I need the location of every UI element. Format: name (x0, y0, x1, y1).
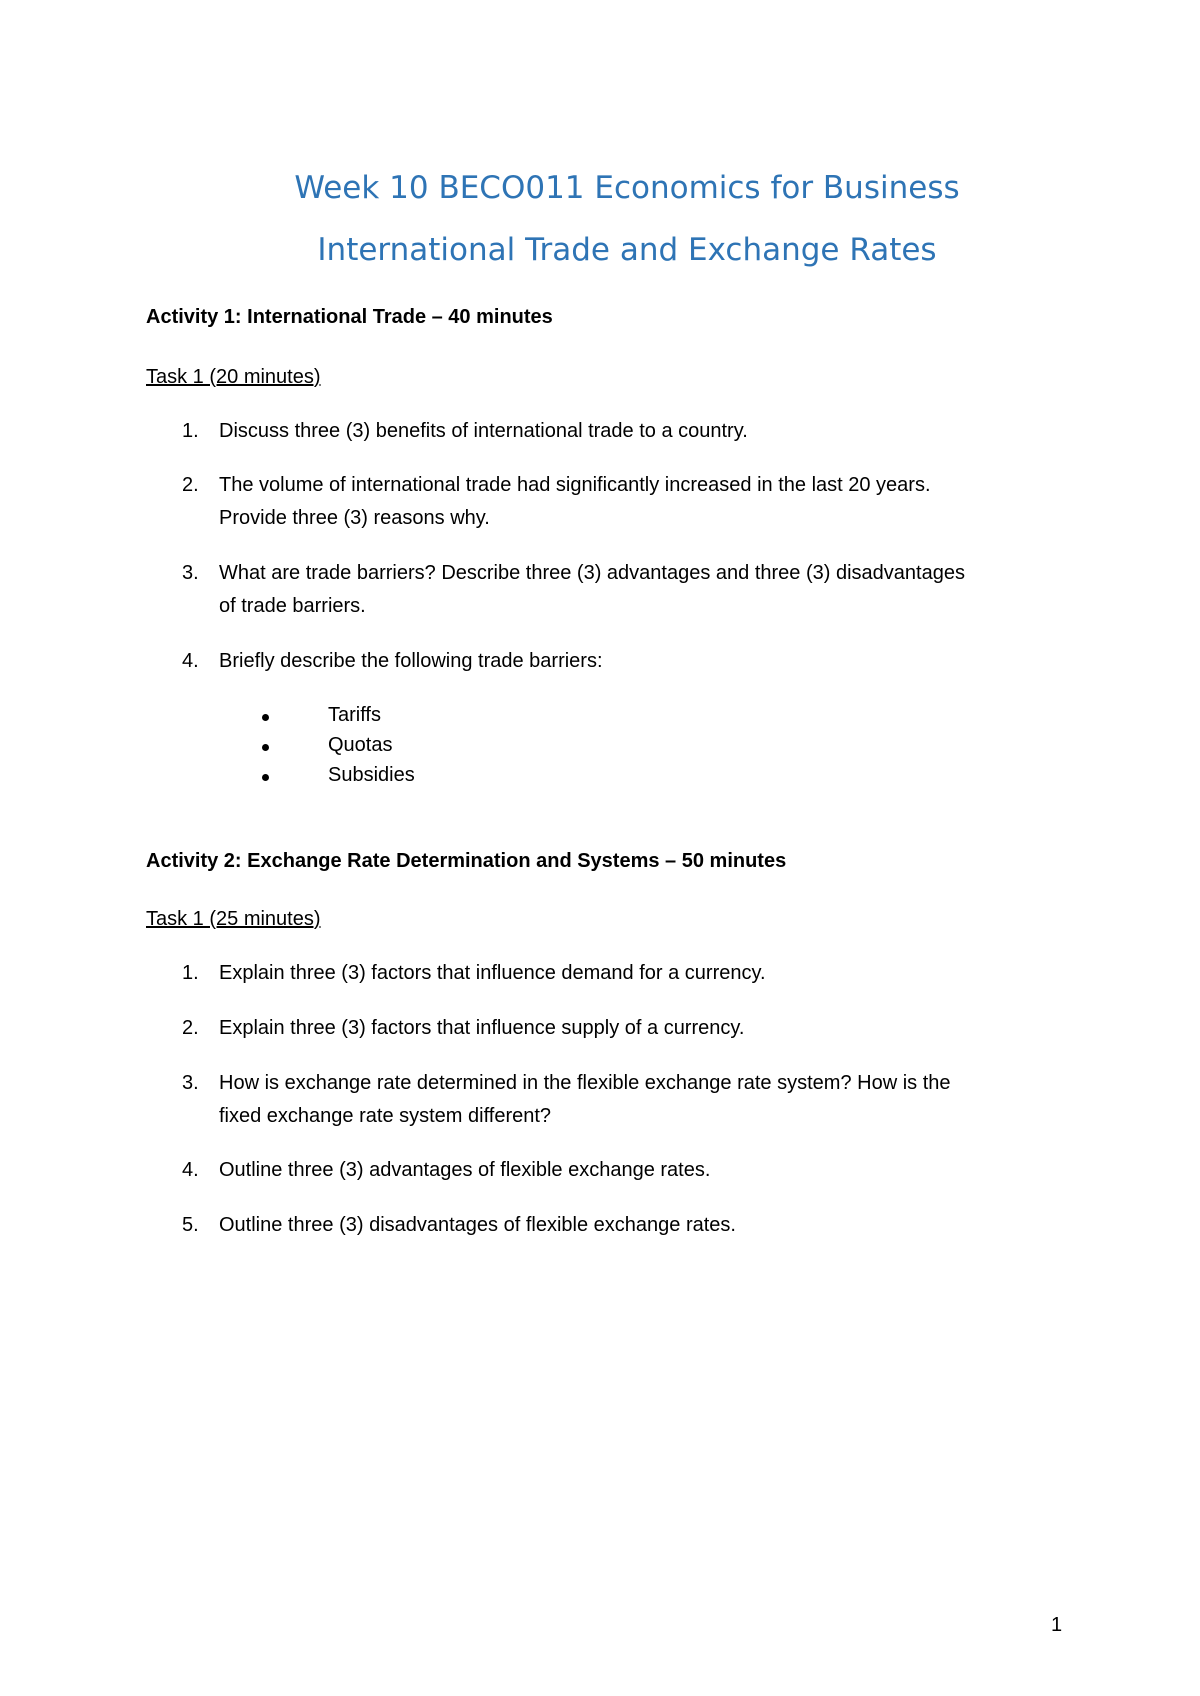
list-item-number: 4. (182, 650, 199, 672)
activity-1-task-heading: Task 1 (20 minutes) (146, 366, 321, 388)
activity-2-heading: Activity 2: Exchange Rate Determination and Systems – 50 minutes (146, 850, 787, 872)
list-item-text: How is exchange rate determined in the flexible exchange rate system? How is the (219, 1072, 951, 1094)
document-subtitle: International Trade and Exchange Rates (317, 232, 937, 268)
list-item-text: Briefly describe the following trade barriers: (219, 650, 603, 672)
list-item-text-continued: fixed exchange rate system different? (219, 1105, 552, 1127)
document-title: Week 10 BECO011 Economics for Business (294, 170, 960, 206)
list-item-number: 1. (182, 420, 199, 442)
list-item-text-continued: of trade barriers. (219, 595, 366, 617)
list-item-number: 4. (182, 1159, 199, 1181)
bullet-dot-icon (262, 774, 269, 781)
bullet-item: Quotas (328, 734, 393, 756)
activity-1-heading: Activity 1: International Trade – 40 minutes (146, 306, 553, 328)
list-item-text: What are trade barriers? Describe three (3) advantages and three (3) disadvantages (219, 562, 965, 584)
list-item-text: Explain three (3) factors that influence supply of a currency. (219, 1017, 745, 1039)
list-item-number: 5. (182, 1214, 199, 1236)
list-item-number: 2. (182, 474, 199, 496)
list-item-text: Outline three (3) advantages of flexible exchange rates. (219, 1159, 711, 1181)
bullet-item: Subsidies (328, 764, 415, 786)
list-item-text-continued: Provide three (3) reasons why. (219, 507, 490, 529)
bullet-dot-icon (262, 714, 269, 721)
bullet-dot-icon (262, 744, 269, 751)
list-item-text: Explain three (3) factors that influence demand for a currency. (219, 962, 766, 984)
activity-2-task-heading: Task 1 (25 minutes) (146, 908, 321, 930)
bullet-item: Tariffs (328, 704, 381, 726)
page-number: 1 (1051, 1614, 1063, 1636)
list-item-number: 2. (182, 1017, 199, 1039)
list-item-number: 1. (182, 962, 199, 984)
list-item-text: Outline three (3) disadvantages of flexible exchange rates. (219, 1214, 736, 1236)
list-item-number: 3. (182, 1072, 199, 1094)
list-item-text: The volume of international trade had significantly increased in the last 20 years. (219, 474, 931, 496)
list-item-number: 3. (182, 562, 199, 584)
list-item-text: Discuss three (3) benefits of international trade to a country. (219, 420, 748, 442)
